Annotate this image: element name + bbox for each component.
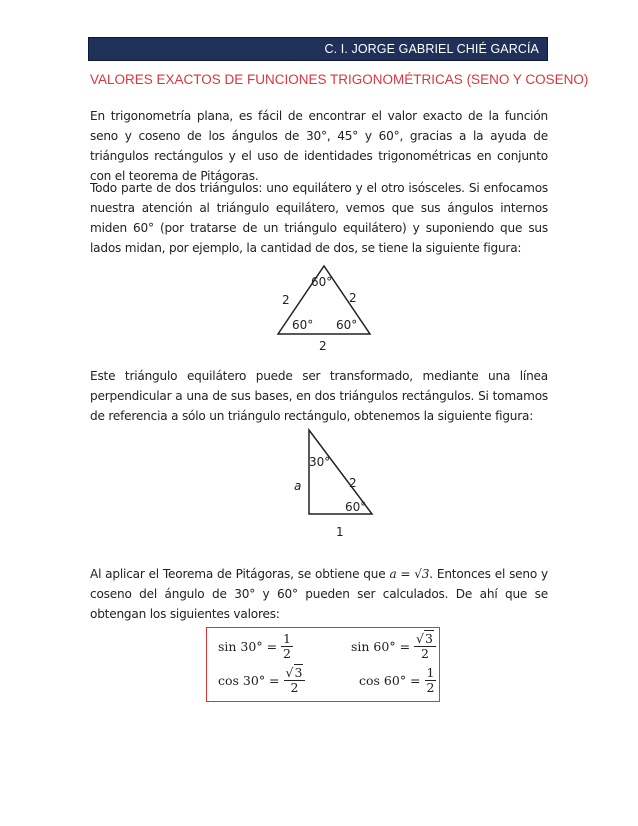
author-name: C. I. JORGE GABRIEL CHIÉ GARCÍA xyxy=(324,42,539,56)
page-title: VALORES EXACTOS DE FUNCIONES TRIGONOMÉTRICAS (SENO Y COSENO) xyxy=(90,72,589,87)
sin60-fraction xyxy=(414,632,436,661)
paragraph-text-before: Al aplicar el Teorema de Pitágoras, se obtiene que xyxy=(90,567,390,581)
paragraph-intro: En trigonometría plana, es fácil de encontrar el valor exacto de la función seno y coseno de los ángulos de 30°, 45° y 60°, gracias a la ayuda de triángulos rectángulos y el uso de identidades trigonométricas en conjunto con el teorema de Pitágoras. xyxy=(90,109,548,183)
sin60-lhs: sin 60° = xyxy=(351,639,411,654)
base-label: 2 xyxy=(319,339,327,353)
right-angle-label: 60° xyxy=(336,318,358,332)
hypotenuse-label: 2 xyxy=(349,476,357,490)
left-angle-label: 60° xyxy=(292,318,314,332)
cos60-fraction xyxy=(425,666,437,695)
sin60-formula xyxy=(351,632,436,661)
paragraph-pythagoras xyxy=(90,564,548,624)
cos60-formula xyxy=(359,666,436,695)
sin30-numerator: 1 xyxy=(283,631,291,646)
bottom-angle-label: 60° xyxy=(345,500,367,514)
cos60-numerator: 1 xyxy=(426,665,435,680)
cos30-lhs: cos 30° = xyxy=(218,673,280,688)
top-angle-label: 60° xyxy=(311,275,333,289)
sin60-denominator: 2 xyxy=(421,646,429,661)
sqrt-icon: √3 xyxy=(416,631,433,646)
base-label: 1 xyxy=(336,525,344,539)
cos30-formula xyxy=(218,666,305,695)
sin30-denominator: 2 xyxy=(283,646,291,661)
sin30-formula xyxy=(218,632,293,661)
cos30-fraction xyxy=(284,666,306,695)
header-bar xyxy=(88,37,548,61)
cos30-denominator: 2 xyxy=(290,680,299,695)
vertical-side-label: a xyxy=(294,479,302,493)
paragraph-text-after: . Entonces el seno y coseno del ángulo de 30° y 60° pueden ser calculados. De ahí que se obtengan los siguientes valores: xyxy=(90,567,548,621)
sqrt-icon: √3 xyxy=(285,665,303,680)
left-side-label: 2 xyxy=(282,293,290,307)
sin60-radicand: 3 xyxy=(425,631,433,646)
cos60-denominator: 2 xyxy=(426,680,435,695)
cos30-numerator xyxy=(284,666,306,681)
paragraph-triangles: Todo parte de dos triángulos: uno equilátero y el otro isósceles. Si enfocamos nuestra atención al triángulo equilátero, vemos que sus ángulos internos miden 60° (por tratarse de un triángulo equilátero) y suponiendo que sus lados midan, por ejemplo, la cantidad de dos, se tiene la siguiente figura: xyxy=(90,181,548,255)
right-triangle-figure xyxy=(288,424,388,542)
equilateral-triangle-figure xyxy=(270,262,380,358)
formula-box xyxy=(206,627,440,702)
a-equals-root3: a = √3 xyxy=(389,567,430,581)
cos60-lhs: cos 60° = xyxy=(359,673,421,688)
sin30-lhs: sin 30° = xyxy=(218,639,278,654)
sin30-fraction xyxy=(281,632,293,661)
cos30-radicand: 3 xyxy=(294,665,303,680)
paragraph-transformation: Este triángulo equilátero puede ser transformado, mediante una línea perpendicular a una de sus bases, en dos triángulos rectángulos. Si tomamos de referencia a sólo un triángulo rectángulo, obtenemos la siguiente figura: xyxy=(90,369,548,423)
sin60-numerator xyxy=(414,632,436,647)
top-angle-label: 30° xyxy=(309,455,331,469)
right-side-label: 2 xyxy=(349,291,357,305)
